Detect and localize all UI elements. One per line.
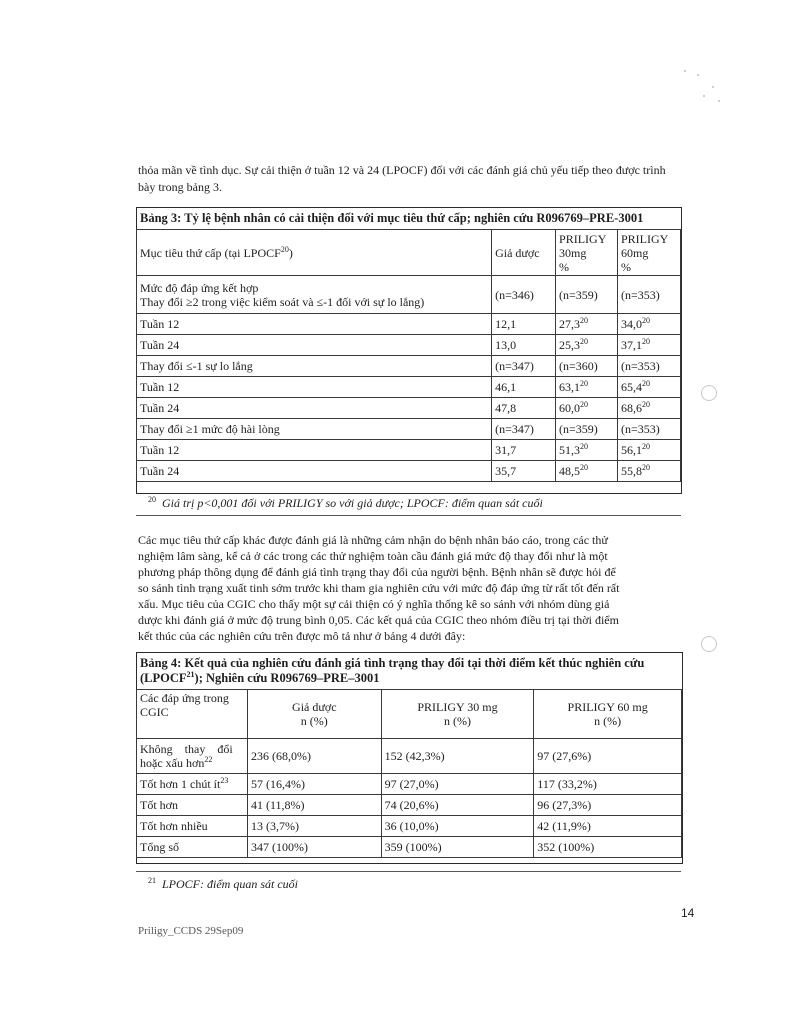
table4-cell-label: Tốt hơn 1 chút $ít^{23}$ (137, 774, 248, 795)
table3-cell-60mg: 34,0$^{20}$ (618, 314, 681, 335)
table3-cell-60mg: (n=353) (618, 419, 681, 440)
table4-cell-label: Tốt hơn (137, 795, 248, 816)
table3-cell-30mg: 27,3$^{20}$ (556, 314, 618, 335)
table3-header-placebo: Giả dược (492, 230, 556, 276)
table4-cell-placebo: 41 (11,8%) (247, 795, 381, 816)
table3-cell-60mg: 55,8$^{20}$ (618, 461, 681, 482)
table3-cell-label: Tuần 24 (137, 461, 492, 482)
table4-row (137, 795, 682, 816)
table3-header-objective: Mục tiêu thứ cấp (tại LPOCF$^{20}$) (137, 230, 492, 276)
table3-cell-placebo: 35,7 (492, 461, 556, 482)
table4-cell-label: Tốt hơn nhiều (137, 816, 248, 837)
body-paragraph (138, 532, 676, 644)
scan-speck (718, 100, 720, 102)
table3-cell-label: Tuần 12 (137, 377, 492, 398)
table4-cell-60mg: 117 (33,2%) (534, 774, 682, 795)
table3-row (137, 314, 681, 335)
paragraph-line: phương pháp thông dụng để đánh giá tình trạng thay đổi của người bệnh. Bệnh nhân sẽ được hỏi để (138, 565, 616, 579)
table4-header-30mg: PRILIGY 30 mg n (%) (381, 690, 534, 739)
table4-cell-label: Không thay đổi hoặc xấu hơn$^{22}$ (137, 739, 248, 774)
intro-text: thỏa mãn về tình dục. Sự cải thiện ở tuần 12 và 24 (LPOCF) đối với các đánh giá chủ yếu tiếp theo được trình bày trong bảng 3. (138, 163, 666, 194)
scan-speck (703, 95, 705, 97)
table3-cell-label: Tuần 24 (137, 335, 492, 356)
paragraph-line: xấu. Mục tiêu của CGIC cho thấy một sự cải thiện có ý nghĩa thống kê so sánh với nhóm dùng giả (138, 597, 610, 611)
table3-cell-30mg: (n=359) (556, 276, 618, 314)
table3-cell-placebo: 46,1 (492, 377, 556, 398)
table4-row (137, 739, 682, 774)
table3-cell-60mg: 68,6$^{20}$ (618, 398, 681, 419)
table3-cell-30mg: (n=360) (556, 356, 618, 377)
table3-row (137, 377, 681, 398)
table4-cell-30mg: 152 (42,3%) (381, 739, 534, 774)
table3-cell-60mg: (n=353) (618, 356, 681, 377)
table3-cell-30mg: 51,3$^{20}$ (556, 440, 618, 461)
table3-cell-placebo: 12,1 (492, 314, 556, 335)
paragraph-line: dược khi đánh giá ở mức độ trung bình 0,05. Các kết quả của CGIC theo nhóm điều trị tại thời điểm (138, 613, 619, 627)
table3-cell-label: Tuần 12 (137, 440, 492, 461)
table3-cell-placebo: 31,7 (492, 440, 556, 461)
punch-hole (701, 636, 717, 652)
table3-footnote: $^{20}$ Giá trị p<0,001 đối với PRILIGY so với giả dược; LPOCF: điểm quan sát cuối (148, 495, 543, 510)
page-number: 14 (681, 906, 695, 920)
table3-caption: Bảng 3: Tỷ lệ bệnh nhân có cải thiện đối với mục tiêu thứ cấp; nghiên cứu R096769–PRE-3001 (140, 211, 644, 225)
table3-row (137, 398, 681, 419)
table3-cell-label: Thay đổi ≥1 mức độ hài lòng (137, 419, 492, 440)
footnote-rule (136, 515, 681, 516)
table3-cell-placebo: (n=347) (492, 419, 556, 440)
table4-caption-line1: Bảng 4: Kết quả của nghiên cứu đánh giá tình trạng thay đổi tại thời điểm kết thúc nghiên cứu (140, 656, 645, 670)
table3-header-30mg: PRILIGY 30mg % (556, 230, 618, 276)
table3-cell-placebo: (n=347) (492, 356, 556, 377)
table3-cell-label: Tuần 24 (137, 398, 492, 419)
table3-cell-30mg: 63,1$^{20}$ (556, 377, 618, 398)
table3-cell-placebo: 47,8 (492, 398, 556, 419)
table3-row (137, 335, 681, 356)
table3-cell-60mg: 37,1$^{20}$ (618, 335, 681, 356)
table3-cell-placebo: (n=346) (492, 276, 556, 314)
table3-cell-30mg: 60,0$^{20}$ (556, 398, 618, 419)
table4-cell-placebo: 13 (3,7%) (247, 816, 381, 837)
table4-caption-line2: (LPOCF$^{21}$); Nghiên cứu R096769–PRE–3001 (140, 669, 380, 685)
table4-cell-30mg: 97 (27,0%) (381, 774, 534, 795)
paragraph-line: kết thúc của các nghiên cứu trên được mô tả như ở bảng 4 dưới đây: (138, 629, 466, 643)
table4-header-response: Các đáp ứng trong CGIC (137, 690, 248, 739)
table4-cell-30mg: 359 (100%) (381, 837, 534, 858)
table4-row (137, 837, 682, 858)
table3-row (137, 440, 681, 461)
table3-cell-30mg: 25,3$^{20}$ (556, 335, 618, 356)
table3-row (137, 419, 681, 440)
table4-cell-placebo: 57 (16,4%) (247, 774, 381, 795)
table3-row (137, 461, 681, 482)
table3-cell-placebo: 13,0 (492, 335, 556, 356)
scan-speck (697, 74, 699, 76)
table3-cell-label: Tuần 12 (137, 314, 492, 335)
table4-header-60mg: PRILIGY 60 mg n (%) (534, 690, 682, 739)
table4-cell-60mg: 352 (100%) (534, 837, 682, 858)
table4-cell-placebo: 347 (100%) (247, 837, 381, 858)
paragraph-line: nghiệm lâm sàng, kể cả ở các trong các thử nghiệm toàn cầu đánh giá mức độ thay đổi như là một (138, 549, 608, 563)
table3-cell-label: Mức độ đáp ứng kết hợp Thay đổi ≥2 trong việc kiểm soát và ≤-1 đối với sự lo lắng) (137, 276, 492, 314)
table3-row (137, 356, 681, 377)
table3-cell-60mg: (n=353) (618, 276, 681, 314)
paragraph-line: Các mục tiêu thứ cấp khác được đánh giá là những cảm nhận do bệnh nhân báo cáo, trong các thử (138, 533, 608, 547)
document-footer: Priligy_CCDS 29Sep09 (138, 925, 244, 937)
table4-header-placebo: Giả dược n (%) (247, 690, 381, 739)
table4 (136, 689, 682, 858)
table4-cell-30mg: 36 (10,0%) (381, 816, 534, 837)
table4-cell-placebo: 236 (68,0%) (247, 739, 381, 774)
table3-cell-30mg: 48,5$^{20}$ (556, 461, 618, 482)
table3-cell-30mg: (n=359) (556, 419, 618, 440)
table4-cell-60mg: 42 (11,9%) (534, 816, 682, 837)
table4-cell-60mg: 97 (27,6%) (534, 739, 682, 774)
table4-row (137, 774, 682, 795)
table3-header-row (137, 230, 681, 276)
table3-header-60mg: PRILIGY 60mg % (618, 230, 681, 276)
table3-row (137, 276, 681, 314)
scan-speck (684, 70, 686, 72)
table3-cell-60mg: 65,4$^{20}$ (618, 377, 681, 398)
scan-speck (712, 86, 714, 88)
punch-hole (701, 385, 717, 401)
table4-row (137, 816, 682, 837)
table3 (136, 229, 681, 482)
table3-cell-label: Thay đổi ≤-1 sự lo lắng (137, 356, 492, 377)
table4-header-row (137, 690, 682, 739)
paragraph-line: so sánh tình trạng xuất tinh sớm trước khi tham gia nghiên cứu với mức độ đáp ứng từ rất tốt đến rất (138, 581, 620, 595)
table3-cell-60mg: 56,1$^{20}$ (618, 440, 681, 461)
table4-cell-60mg: 96 (27,3%) (534, 795, 682, 816)
table4-cell-label: Tổng số (137, 837, 248, 858)
table4-footnote: $^{21}$ LPOCF: điểm quan sát cuối (148, 876, 298, 891)
footnote-rule (136, 871, 681, 872)
table4-cell-30mg: 74 (20,6%) (381, 795, 534, 816)
